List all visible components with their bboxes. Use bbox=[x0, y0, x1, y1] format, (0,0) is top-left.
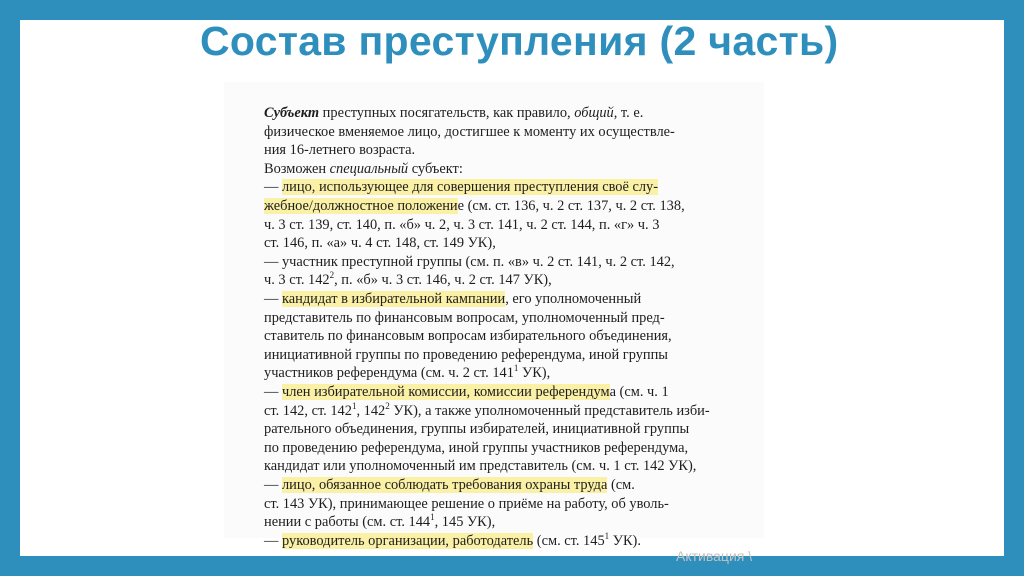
text-line-1 bbox=[264, 104, 643, 123]
highlighted-text: жебное/должностное положени bbox=[264, 198, 458, 214]
superscript: 1 bbox=[430, 512, 435, 523]
text-line-5 bbox=[264, 178, 658, 197]
text-fragment: УК), bbox=[518, 365, 551, 382]
text-fragment: (см. ст. 145 bbox=[533, 532, 605, 549]
superscript: 1 bbox=[351, 400, 357, 411]
text-fragment: — bbox=[264, 477, 282, 493]
activation-watermark: Активация \ bbox=[676, 548, 753, 564]
text-line-24 bbox=[264, 532, 641, 551]
text-fragment: , т. е. bbox=[613, 105, 644, 121]
text-fragment: УК). bbox=[609, 532, 641, 549]
text-fragment: , 145 УК), bbox=[434, 514, 496, 531]
text-line-18: рательного объединения, группы избирателей, инициативной группы bbox=[264, 421, 690, 438]
text-fragment: — bbox=[264, 532, 282, 549]
text-line-22: ст. 143 УК), принимающее решение о приёме на работу, об уволь- bbox=[264, 495, 669, 512]
text-fragment: — bbox=[264, 291, 282, 307]
text-line-6 bbox=[264, 197, 685, 216]
text-fragment: , 142 bbox=[356, 402, 386, 419]
term-subject: Субъект bbox=[264, 105, 320, 121]
highlighted-text: член избирательной комиссии, комиссии референдум bbox=[282, 384, 610, 400]
text-fragment: е (см. ст. 136, ч. 2 ст. 137, ч. 2 ст. 138, bbox=[457, 198, 685, 214]
text-line-13: ставитель по финансовым вопросам избирательного объединения, bbox=[264, 328, 672, 345]
text-line-9: — участник преступной группы (см. п. «в» ч. 2 ст. 141, ч. 2 ст. 142, bbox=[264, 253, 675, 270]
text-fragment: УК), а также уполномоченный представитель изби- bbox=[389, 402, 710, 419]
text-line-21 bbox=[264, 476, 635, 495]
text-fragment: преступных посягательств, как правило, bbox=[319, 105, 575, 121]
text-fragment: нении с работы (см. ст. 144 bbox=[264, 514, 431, 531]
text-fragment: ст. 142, ст. 142 bbox=[264, 402, 352, 419]
text-fragment: участников референдума (см. ч. 2 ст. 141 bbox=[264, 365, 514, 382]
text-line-2: физическое вменяемое лицо, достигшее к моменту их осуществле- bbox=[264, 123, 675, 140]
text-line-8: ст. 146, п. «а» ч. 4 ст. 148, ст. 149 УК), bbox=[264, 235, 496, 252]
text-fragment: — bbox=[264, 179, 282, 196]
text-fragment: , его уполномоченный bbox=[505, 291, 642, 307]
text-fragment: ч. 3 ст. 142 bbox=[264, 272, 330, 289]
highlighted-text: лицо, обязанное соблюдать требования охраны труда bbox=[282, 477, 608, 493]
text-line-12: представитель по финансовым вопросам, уполномоченный пред- bbox=[264, 309, 665, 326]
text-line-23 bbox=[264, 513, 495, 532]
text-fragment: — bbox=[264, 384, 282, 400]
superscript: 1 bbox=[604, 530, 610, 541]
superscript: 1 bbox=[513, 363, 519, 374]
text-line-7: ч. 3 ст. 139, ст. 140, п. «б» ч. 2, ч. 3 ст. 141, ч. 2 ст. 144, п. «г» ч. 3 bbox=[264, 216, 660, 233]
text-line-16 bbox=[264, 383, 669, 402]
highlighted-text: кандидат в избирательной кампании bbox=[282, 291, 506, 307]
text-fragment-italic: специальный bbox=[329, 160, 409, 177]
text-fragment: (см. bbox=[607, 477, 635, 493]
text-line-4 bbox=[264, 160, 463, 179]
slide-title: Состав преступления (2 часть) bbox=[200, 18, 839, 64]
text-line-10 bbox=[264, 271, 552, 290]
text-line-14: инициативной группы по проведению референдума, иной группы bbox=[264, 346, 668, 363]
superscript: 2 bbox=[329, 270, 335, 281]
text-line-17 bbox=[264, 402, 710, 421]
highlighted-text: лицо, использующее для совершения преступления своё слу- bbox=[282, 179, 659, 196]
text-fragment: субъект: bbox=[408, 160, 463, 177]
text-line-3: ния 16-летнего возраста. bbox=[264, 142, 416, 159]
highlighted-text: руководитель организации, работодатель bbox=[282, 532, 534, 549]
text-line-11 bbox=[264, 290, 641, 309]
text-line-15 bbox=[264, 364, 550, 383]
text-line-19: по проведению референдума, иной группы участников референдума, bbox=[264, 439, 689, 456]
text-fragment-italic: общий bbox=[574, 105, 614, 121]
superscript: 2 bbox=[385, 400, 390, 411]
text-fragment: Возможен bbox=[264, 160, 330, 177]
text-line-20: кандидат или уполномоченный им представитель (см. ч. 1 ст. 142 УК), bbox=[264, 458, 697, 475]
text-fragment: , п. «б» ч. 3 ст. 146, ч. 2 ст. 147 УК), bbox=[334, 272, 552, 289]
text-fragment: а (см. ч. 1 bbox=[609, 384, 669, 400]
